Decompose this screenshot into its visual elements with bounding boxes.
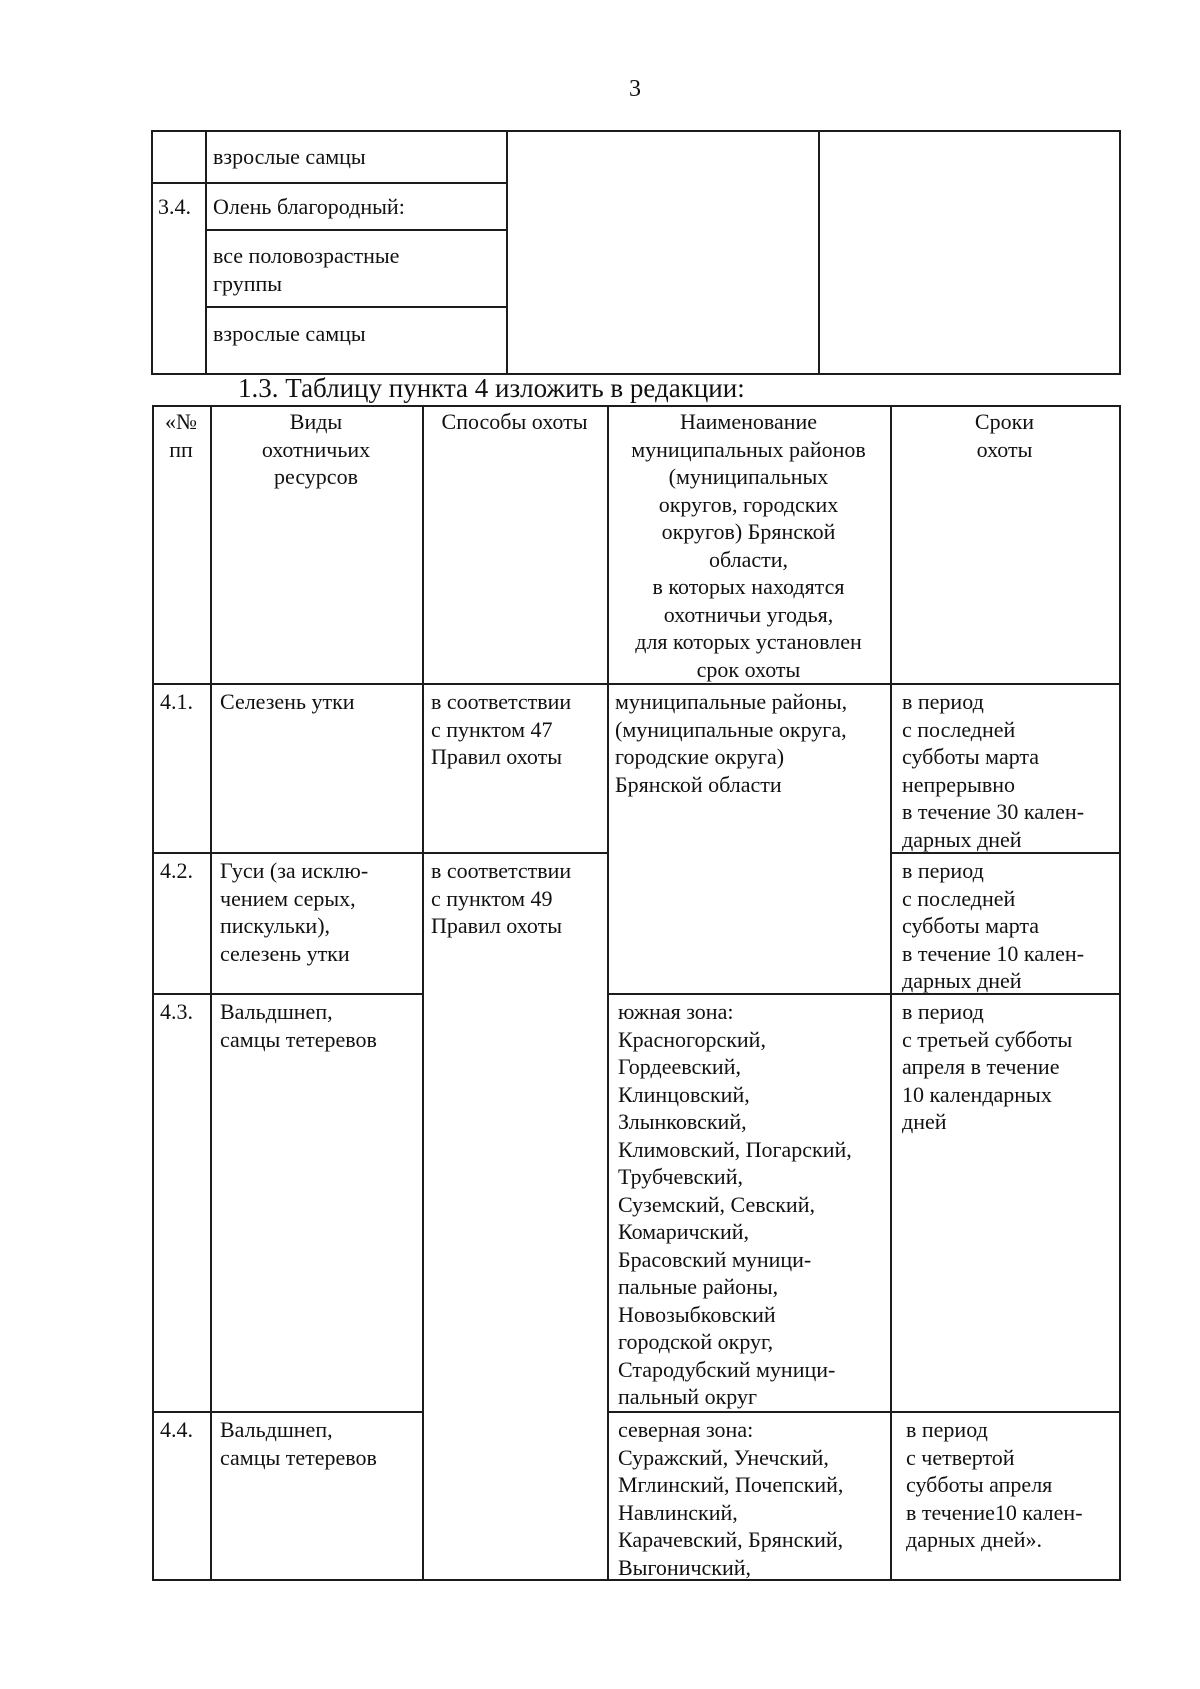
main-table-rule	[607, 1411, 1121, 1413]
table-cell-species: Вальдшнеп, самцы тетеревов	[220, 1417, 377, 1470]
table-cell-methods: в соответствии с пунктом 47 Правил охоты	[431, 689, 572, 769]
table-cell-text: Олень благородный:	[213, 194, 405, 219]
table-cell-number: 4.4.	[160, 1417, 193, 1442]
table-cell-number: 4.3.	[160, 999, 193, 1024]
table-cell-number: 4.2.	[160, 858, 193, 883]
column-header-number: «№ пп	[165, 409, 197, 462]
top-table-border	[1119, 130, 1121, 374]
table-cell-species: Селезень утки	[220, 689, 355, 714]
section-heading: 1.3. Таблицу пункта 4 изложить в редакции:	[238, 373, 745, 403]
column-header-methods: Способы охоты	[441, 409, 588, 434]
table-cell-number: 3.4.	[158, 194, 191, 219]
main-table-rule	[152, 683, 1121, 685]
table-cell-terms: в период с последней субботы марта в течение 10 кален- дарных дней	[902, 858, 1085, 993]
main-table-rule	[152, 1411, 423, 1413]
main-table-rule	[152, 993, 423, 995]
table-cell-methods: в соответствии с пунктом 49 Правил охоты	[431, 858, 572, 938]
top-table-rule	[818, 130, 820, 374]
column-header-terms: Сроки охоты	[974, 409, 1035, 462]
top-table-rule	[205, 306, 507, 308]
table-cell-text: взрослые самцы	[213, 321, 366, 346]
table-cell-districts: муниципальные районы, (муниципальные округа, городские округа) Брянской области	[615, 689, 848, 797]
table-cell-species: Гуси (за исклю- чением серых, пискульки), селезень утки	[220, 858, 369, 966]
top-table-border	[151, 130, 1121, 132]
table-cell-districts: южная зона: Красногорский, Гордеевский, Клинцовский, Злынковский, Климовский, Погарский, Трубчевский, Суземский, Севский, Комаричский, Брасовский муници- пальные районы, Новозыбковский городской округ, Стародубский муници- пальный округ	[618, 999, 852, 1409]
page-number: 3	[629, 76, 641, 102]
table-cell-terms: в период с четвертой субботы апреля в течение10 кален- дарных дней».	[906, 1417, 1083, 1552]
table-cell-text: все половозрастные группы	[213, 243, 400, 296]
column-header-districts: Наименование муниципальных районов (муниципальных округов, городских округов) Брянской области, в которых находятся охотничьи угодья, для которых установлен срок охоты	[631, 409, 866, 682]
table-cell-terms: в период с третьей субботы апреля в течение 10 календарных дней	[902, 999, 1073, 1134]
top-table-border	[151, 130, 153, 374]
table-cell-species: Вальдшнеп, самцы тетеревов	[220, 999, 377, 1052]
main-table-rule	[152, 852, 608, 854]
column-header-species: Виды охотничьих ресурсов	[261, 409, 371, 489]
table-cell-text: взрослые самцы	[213, 144, 366, 169]
table-cell-districts: северная зона: Суражский, Унечский, Мглинский, Почепский, Навлинский, Карачевский, Брянский, Выгоничский,	[618, 1417, 844, 1580]
main-table-border	[152, 405, 1121, 407]
top-table-rule	[506, 130, 508, 374]
top-table-rule	[205, 229, 507, 231]
top-table-rule	[205, 130, 207, 374]
table-cell-terms: в период с последней субботы марта непрерывно в течение 30 кален- дарных дней	[902, 689, 1085, 852]
table-cell-number: 4.1.	[160, 689, 193, 714]
